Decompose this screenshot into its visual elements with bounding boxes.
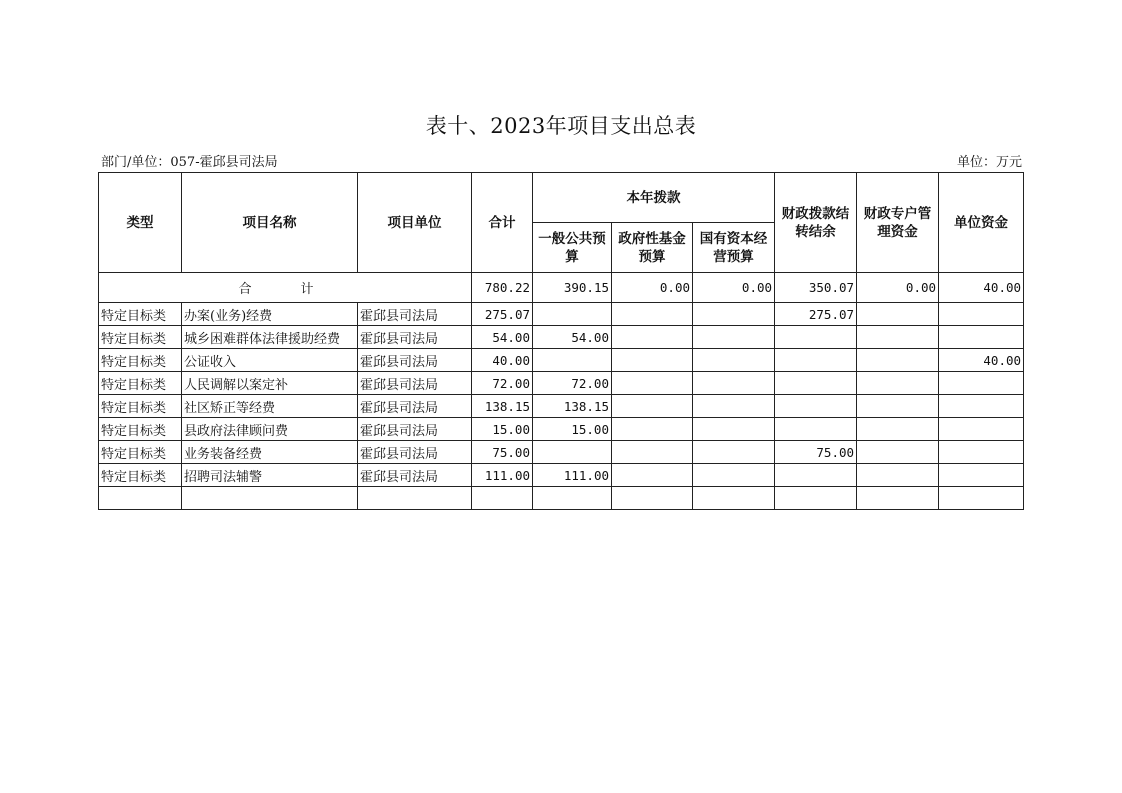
header-project-unit: 项目单位	[358, 173, 472, 273]
table-row	[99, 487, 1024, 510]
type-cell: 特定目标类	[99, 464, 182, 487]
special-account-cell	[857, 395, 939, 418]
unit-funds-cell	[939, 372, 1024, 395]
project-name-cell: 办案(业务)经费	[182, 303, 358, 326]
total-general-budget-cell: 390.15	[533, 273, 612, 303]
special-account-cell	[857, 326, 939, 349]
gov-fund-cell	[612, 418, 693, 441]
fiscal-carryover-cell: 275.07	[775, 303, 857, 326]
gov-fund-cell	[612, 395, 693, 418]
state-capital-cell	[693, 464, 775, 487]
type-cell: 特定目标类	[99, 395, 182, 418]
project-unit-cell: 霍邱县司法局	[358, 372, 472, 395]
gov-fund-cell	[612, 349, 693, 372]
table-row	[99, 464, 1024, 487]
total-special-account-cell: 0.00	[857, 273, 939, 303]
header-gov-fund: 政府性基金预算	[612, 223, 693, 273]
table-row	[99, 372, 1024, 395]
special-account-cell	[857, 349, 939, 372]
project-name-cell: 人民调解以案定补	[182, 372, 358, 395]
state-capital-cell	[693, 349, 775, 372]
project-unit-cell: 霍邱县司法局	[358, 395, 472, 418]
general-budget-cell	[533, 487, 612, 510]
type-cell: 特定目标类	[99, 441, 182, 464]
type-cell: 特定目标类	[99, 326, 182, 349]
unit-funds-cell	[939, 303, 1024, 326]
gov-fund-cell	[612, 487, 693, 510]
project-name-cell: 县政府法律顾问费	[182, 418, 358, 441]
unit-funds-cell	[939, 464, 1024, 487]
unit-funds-cell	[939, 441, 1024, 464]
total-cell: 138.15	[472, 395, 533, 418]
total-cell: 275.07	[472, 303, 533, 326]
total-state-capital-cell: 0.00	[693, 273, 775, 303]
total-label: 合 计	[99, 273, 472, 303]
general-budget-cell: 72.00	[533, 372, 612, 395]
header-project-name: 项目名称	[182, 173, 358, 273]
header-total: 合计	[472, 173, 533, 273]
fiscal-carryover-cell	[775, 349, 857, 372]
project-unit-cell: 霍邱县司法局	[358, 326, 472, 349]
special-account-cell	[857, 303, 939, 326]
gov-fund-cell	[612, 372, 693, 395]
gov-fund-cell	[612, 326, 693, 349]
fiscal-carryover-cell: 75.00	[775, 441, 857, 464]
general-budget-cell: 111.00	[533, 464, 612, 487]
project-name-cell: 社区矫正等经费	[182, 395, 358, 418]
general-budget-cell	[533, 303, 612, 326]
project-name-cell: 招聘司法辅警	[182, 464, 358, 487]
project-name-cell: 公证收入	[182, 349, 358, 372]
total-row	[99, 273, 1024, 303]
table-row	[99, 441, 1024, 464]
state-capital-cell	[693, 303, 775, 326]
total-gov-fund-cell: 0.00	[612, 273, 693, 303]
state-capital-cell	[693, 326, 775, 349]
general-budget-cell	[533, 349, 612, 372]
gov-fund-cell	[612, 464, 693, 487]
fiscal-carryover-cell	[775, 372, 857, 395]
project-unit-cell: 霍邱县司法局	[358, 464, 472, 487]
project-unit-cell: 霍邱县司法局	[358, 349, 472, 372]
table-row	[99, 303, 1024, 326]
total-cell: 15.00	[472, 418, 533, 441]
header-special-account: 财政专户管理资金	[857, 173, 939, 273]
header-current-year: 本年拨款	[533, 173, 775, 223]
general-budget-cell: 138.15	[533, 395, 612, 418]
total-cell: 54.00	[472, 326, 533, 349]
table-row	[99, 395, 1024, 418]
total-cell: 72.00	[472, 372, 533, 395]
total-cell: 780.22	[472, 273, 533, 303]
type-cell: 特定目标类	[99, 372, 182, 395]
state-capital-cell	[693, 487, 775, 510]
total-unit-funds-cell: 40.00	[939, 273, 1024, 303]
total-cell: 111.00	[472, 464, 533, 487]
type-cell: 特定目标类	[99, 349, 182, 372]
gov-fund-cell	[612, 303, 693, 326]
gov-fund-cell	[612, 441, 693, 464]
project-unit-cell: 霍邱县司法局	[358, 303, 472, 326]
total-fiscal-carryover-cell: 350.07	[775, 273, 857, 303]
special-account-cell	[857, 372, 939, 395]
total-cell: 40.00	[472, 349, 533, 372]
general-budget-cell	[533, 441, 612, 464]
general-budget-cell: 15.00	[533, 418, 612, 441]
project-name-cell: 城乡困难群体法律援助经费	[182, 326, 358, 349]
type-cell: 特定目标类	[99, 418, 182, 441]
unit-funds-cell	[939, 326, 1024, 349]
total-cell: 75.00	[472, 441, 533, 464]
unit-funds-cell	[939, 487, 1024, 510]
state-capital-cell	[693, 372, 775, 395]
header-fiscal-carryover: 财政拨款结转结余	[775, 173, 857, 273]
department-label: 部门/单位：057-霍邱县司法局	[101, 155, 278, 170]
general-budget-cell: 54.00	[533, 326, 612, 349]
special-account-cell	[857, 441, 939, 464]
header-unit-funds: 单位资金	[939, 173, 1024, 273]
type-cell	[99, 487, 182, 510]
project-name-cell	[182, 487, 358, 510]
unit-funds-cell	[939, 395, 1024, 418]
project-unit-cell	[358, 487, 472, 510]
project-name-cell: 业务装备经费	[182, 441, 358, 464]
total-cell	[472, 487, 533, 510]
state-capital-cell	[693, 395, 775, 418]
project-unit-cell: 霍邱县司法局	[358, 418, 472, 441]
fiscal-carryover-cell	[775, 487, 857, 510]
table-row	[99, 418, 1024, 441]
project-expenditure-table	[98, 172, 1024, 510]
fiscal-carryover-cell	[775, 464, 857, 487]
header-general-budget: 一般公共预算	[533, 223, 612, 273]
unit-label: 单位：万元	[956, 155, 1022, 170]
special-account-cell	[857, 487, 939, 510]
state-capital-cell	[693, 441, 775, 464]
header-state-capital: 国有资本经营预算	[693, 223, 775, 273]
special-account-cell	[857, 418, 939, 441]
fiscal-carryover-cell	[775, 395, 857, 418]
fiscal-carryover-cell	[775, 418, 857, 441]
unit-funds-cell	[939, 418, 1024, 441]
unit-funds-cell: 40.00	[939, 349, 1024, 372]
table-row	[99, 349, 1024, 372]
state-capital-cell	[693, 418, 775, 441]
project-unit-cell: 霍邱县司法局	[358, 441, 472, 464]
fiscal-carryover-cell	[775, 326, 857, 349]
special-account-cell	[857, 464, 939, 487]
table-row	[99, 326, 1024, 349]
type-cell: 特定目标类	[99, 303, 182, 326]
page-title: 表十、2023年项目支出总表	[425, 114, 697, 138]
header-type: 类型	[99, 173, 182, 273]
